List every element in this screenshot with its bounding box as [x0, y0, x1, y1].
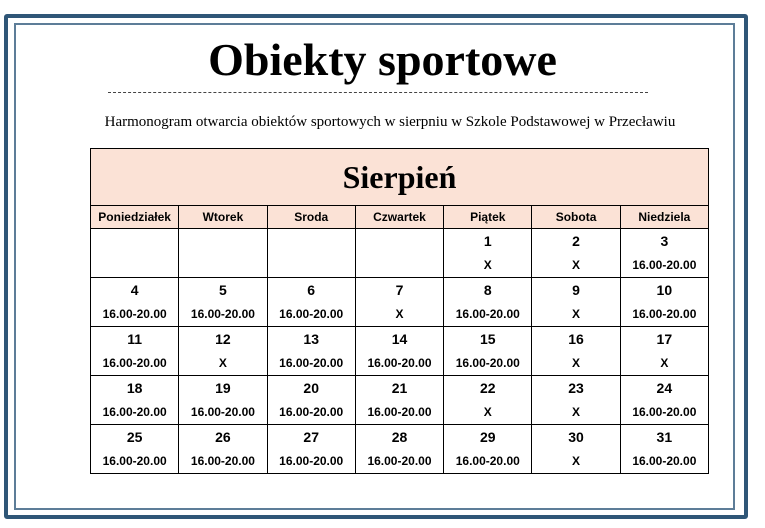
opening-hours: 16.00-20.00 — [632, 307, 697, 321]
calendar-table — [90, 148, 709, 474]
calendar-day-cell — [91, 278, 179, 327]
calendar-day-cell — [267, 278, 355, 327]
opening-hours: 16.00-20.00 — [102, 405, 167, 419]
calendar-day-cell — [620, 376, 708, 425]
calendar-day-cell — [91, 327, 179, 376]
calendar-day-cell — [355, 425, 443, 474]
opening-hours: 16.00-20.00 — [190, 307, 255, 321]
calendar-day-cell — [179, 229, 267, 278]
calendar-week-row — [91, 327, 709, 376]
opening-hours: 16.00-20.00 — [279, 356, 344, 370]
opening-hours: X — [395, 307, 404, 321]
day-number: 2 — [572, 233, 580, 249]
calendar-day-cell — [355, 376, 443, 425]
day-number: 11 — [127, 331, 143, 347]
calendar-day-cell — [267, 376, 355, 425]
calendar-week-row — [91, 278, 709, 327]
calendar-day-cell — [620, 229, 708, 278]
day-number: 26 — [215, 429, 231, 445]
day-number: 21 — [391, 380, 408, 396]
day-number: 8 — [483, 282, 492, 298]
opening-hours: 16.00-20.00 — [279, 454, 344, 468]
page-title: Obiekty sportowe — [208, 34, 557, 85]
opening-hours: 16.00-20.00 — [455, 454, 520, 468]
month-title: Sierpień — [91, 149, 709, 206]
weekday-header: Sroda — [267, 206, 355, 229]
weekday-header: Sobota — [532, 206, 620, 229]
calendar-day-cell — [620, 327, 708, 376]
day-number: 24 — [656, 380, 673, 396]
weekday-header-row — [91, 206, 709, 229]
day-number: 10 — [656, 282, 673, 298]
page-subtitle: Harmonogram otwarcia obiektów sportowych w sierpniu w Szkole Podstawowej w Przecławiu — [104, 114, 676, 130]
opening-hours: X — [572, 454, 581, 468]
dashed-divider — [108, 92, 648, 93]
day-number: 1 — [483, 233, 492, 249]
calendar-day-cell — [355, 229, 443, 278]
calendar-day-cell — [267, 327, 355, 376]
calendar-week-row — [91, 425, 709, 474]
day-number: 31 — [656, 429, 673, 445]
calendar-day-cell — [179, 376, 267, 425]
day-number: 28 — [391, 429, 408, 445]
opening-hours: 16.00-20.00 — [279, 405, 344, 419]
opening-hours: 16.00-20.00 — [632, 454, 697, 468]
opening-hours: 16.00-20.00 — [102, 356, 167, 370]
day-number: 9 — [572, 282, 580, 298]
calendar-day-cell — [267, 229, 355, 278]
weekday-header: Czwartek — [355, 206, 443, 229]
calendar-day-cell — [532, 229, 620, 278]
day-number: 18 — [126, 380, 143, 396]
opening-hours: X — [572, 258, 581, 272]
opening-hours: X — [572, 307, 581, 321]
day-number: 14 — [391, 331, 408, 347]
calendar-day-cell — [355, 278, 443, 327]
opening-hours: 16.00-20.00 — [190, 454, 255, 468]
calendar-day-cell — [444, 229, 532, 278]
calendar-day-cell — [179, 425, 267, 474]
opening-hours: X — [483, 258, 492, 272]
day-number: 15 — [479, 331, 496, 347]
weekday-header: Piątek — [444, 206, 532, 229]
day-number: 5 — [219, 282, 227, 298]
calendar-day-cell — [91, 376, 179, 425]
day-number: 4 — [130, 282, 139, 298]
weekday-header: Niedziela — [620, 206, 708, 229]
opening-hours: X — [572, 405, 581, 419]
opening-hours: 16.00-20.00 — [455, 307, 520, 321]
weekday-header: Wtorek — [179, 206, 267, 229]
calendar-body — [91, 229, 709, 474]
calendar-day-cell — [620, 278, 708, 327]
calendar-day-cell — [267, 425, 355, 474]
calendar-day-cell — [532, 278, 620, 327]
calendar-day-cell — [444, 376, 532, 425]
opening-hours: 16.00-20.00 — [102, 454, 167, 468]
day-number: 30 — [568, 429, 584, 445]
calendar-week-row — [91, 229, 709, 278]
calendar-day-cell — [91, 425, 179, 474]
weekday-header: Poniedziałek — [91, 206, 179, 229]
opening-hours: 16.00-20.00 — [367, 405, 432, 419]
calendar-day-cell — [179, 327, 267, 376]
day-number: 27 — [303, 429, 319, 445]
day-number: 16 — [568, 331, 584, 347]
calendar-day-cell — [91, 229, 179, 278]
opening-hours: 16.00-20.00 — [279, 307, 344, 321]
calendar-day-cell — [532, 376, 620, 425]
day-number: 3 — [660, 233, 669, 249]
opening-hours: 16.00-20.00 — [102, 307, 167, 321]
opening-hours: 16.00-20.00 — [367, 454, 432, 468]
day-number: 7 — [395, 282, 404, 298]
calendar-day-cell — [179, 278, 267, 327]
calendar-day-cell — [355, 327, 443, 376]
calendar-day-cell — [444, 278, 532, 327]
day-number: 20 — [303, 380, 319, 396]
opening-hours: 16.00-20.00 — [632, 405, 697, 419]
opening-hours: X — [483, 405, 492, 419]
opening-hours: 16.00-20.00 — [455, 356, 520, 370]
calendar-week-row — [91, 376, 709, 425]
day-number: 29 — [479, 429, 496, 445]
opening-hours: 16.00-20.00 — [632, 258, 697, 272]
calendar-day-cell — [444, 425, 532, 474]
day-number: 19 — [215, 380, 231, 396]
opening-hours: 16.00-20.00 — [190, 405, 255, 419]
calendar-day-cell — [532, 425, 620, 474]
calendar-day-cell — [620, 425, 708, 474]
opening-hours: X — [660, 356, 669, 370]
day-number: 22 — [479, 380, 496, 396]
day-number: 12 — [215, 331, 231, 347]
day-number: 6 — [307, 282, 316, 298]
day-number: 17 — [656, 331, 673, 347]
opening-hours: X — [572, 356, 581, 370]
day-number: 25 — [126, 429, 143, 445]
calendar-day-cell — [532, 327, 620, 376]
day-number: 23 — [568, 380, 584, 396]
opening-hours: 16.00-20.00 — [367, 356, 432, 370]
opening-hours: X — [218, 356, 227, 370]
calendar-day-cell — [444, 327, 532, 376]
day-number: 13 — [303, 331, 319, 347]
